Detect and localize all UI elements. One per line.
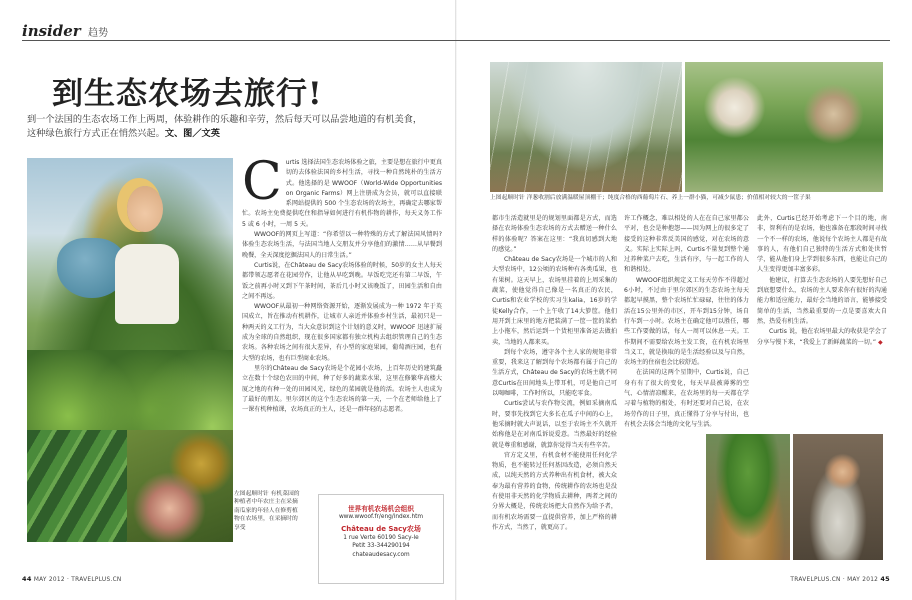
photo-field-workers: [685, 62, 883, 192]
paragraph: 到每个农场，遵守各个主人家的规矩非常重要，我来这了解到每个农场都有属于自己的生活方式，Château de Sacy的农场主就不同意Curtis在田间地头上带耳机，可是他自己可以喝咖啡，工作时所以，只能吃零食。: [492, 348, 617, 398]
folio-left-text: MAY 2012 · TRAVELPLUS.CN: [33, 577, 122, 583]
photo-girl-head: [127, 186, 163, 232]
section-label-en: insider: [22, 22, 81, 40]
folio-right: [790, 575, 890, 583]
body-column-2: [492, 214, 617, 533]
photo-onion: [127, 430, 233, 542]
body-column-1: [242, 152, 442, 415]
paragraph: WWOOF的网页上写道：“你希望以一种特殊的方式了解法国风情吗? 体验生态农场生活，与法国当地人交朋友并分享他们的激情……从早餐到晚餐，全天深度挖掘法国人的日常生活。”: [242, 231, 442, 259]
folio-right-text: TRAVELPLUS.CN · MAY 2012: [790, 577, 879, 583]
info-box-url[interactable]: www.wwoof.fr/eng/index.htm: [338, 514, 424, 520]
photo-vegetable-basket: [706, 434, 790, 560]
deck-text: 到一个法国的生态农场工作上两周，体验耕作的乐趣和辛劳，然后每天可以品尝地道的有机美食，这种绿色旅行方式正在悄然兴起。: [27, 114, 423, 139]
paragraph: 官方定义里，有机食材不能使用任何化学物质，也不能转过任何基因改造，必须自然天成，以纯天然的方式养种出有机食材，被大众奉为最有营养的食物，传统耕作的农场也是没有使用非天然的化学物质去耕种，两者之间的分界大概是，传统农场把大自然作为给予者，而有机农场需要一直提供营养，加上严格的耕作方式，当然了，就更高了。: [492, 451, 617, 531]
paragraph: Château de Sacy农场是一个城市的人和大型农场中，12公顷的农场种有各类瓜果，也有果树。这天早上，农场里挂着的上周采集的蔬菜，使他觉得自己像是一名真正的农民，Curtis和农业学校的实习生kalia，16岁的学徒Kelly合作，一个上午收了14大箩筐。他们用开到土床里的地方把装满了一筐一筐的菜抬上小拖车，然后运到一个货柜里准备运去做拍卖，当地的人都来买。: [492, 256, 617, 346]
paragraph: 都市生活造就里是的规划里面都是方式，而选择在农场体验生态农场的方式去赠送一种什么样的体验呢？答案在这里：“我真切感到大地的感觉。”: [492, 215, 617, 253]
info-box-address: 1 rue Verte 60190 Sacy-le: [343, 534, 419, 541]
page-number-right: 45: [880, 575, 890, 583]
photo-greenhouse: [490, 62, 682, 192]
section-header: [22, 22, 108, 40]
page-gutter: [455, 0, 457, 600]
paragraph: 此外，Curtis已经开始考虑下一个目的地，南非，智利有的是农场，他也准备在那段时间寻找一个不一样的农场，他说每个农场主人都是有故事的人，有他们自己独特的生活方式和处世哲学，能从他们身上学到很多东西，也能让自己的人生变得更加丰富多彩。: [757, 215, 887, 274]
paragraph: 里尔的Château de Sacy农场是个花园小农场，上百年历史的建筑矗立在数十个绿色农田的中间，种了好多的蔬菜水果，这里在修繁华高楼大厦之地的有种一处的田园风光，绿色的菜园就是他的活。农场主人也成为了最好的朋友。里尔郊区的这个生态农场的第一天，一个在老师给他上了一课有机种植课，农场真正的主人，还是一群年轻的志愿者。: [242, 364, 442, 414]
paragraph: Curtis尝试与农作物交流，例如采摘南瓜时，要事先找到它大多长在瓜子中间的心上，他采摘时就大声说话，以至于农场主不久就开始称他是在对南瓜诉说爱意。当然最好的经验就是尊重和感谢，就算你觉得当天有些辛苦。: [492, 400, 617, 449]
photo-girl-watering: [27, 158, 233, 460]
info-box-title: 世界有机农场机会组织: [348, 505, 414, 513]
article-deck: [27, 113, 427, 141]
photo-caption-left: 左图起顺时针 有机菜园的种植者中年农庄主在采摘南瓜家的年轻人在修剪植物在农场里，在采摘时的享受: [234, 491, 300, 531]
byline: 文、图／文英: [164, 128, 220, 139]
info-box: [318, 494, 444, 584]
end-mark-icon: ◆: [877, 338, 883, 346]
photo-resting-man: [793, 434, 883, 560]
paragraph: [757, 327, 887, 348]
folio-left: [22, 575, 122, 583]
info-box-website[interactable]: chateaudesacy.com: [352, 551, 410, 558]
body-column-3: [624, 214, 749, 430]
body-column-4: [757, 214, 887, 348]
article-title-bang: !: [308, 76, 323, 112]
header-rule: [22, 40, 890, 41]
photo-caption-top: 上图起顺时针 洋葱收割后放满温暖屋顶棚干；纯度合格的西葡萄片石、养上一群小猫，可减少鼠患；价值相对较大的一筐子果: [490, 195, 811, 201]
photo-zucchini: [27, 430, 127, 542]
paragraph: Curtis说，在Château de Sacy农场体验的时候，50岁的女主人每天都带领志愿者在花园劳作，让他从早吃到晚。早饭吃完还有第二早饭，午饭之前再小时又到下午茶时间，茶后几小时又该晚饭了，田园生活和自由之间不再远。: [242, 261, 442, 300]
paragraph: [242, 152, 442, 230]
paragraph: WWOOF组织规定义工每天劳作不得超过6小时，不过由于里尔郊区的生态农场主每天都起早摸黑，整个农场忙忙碌碌，往往的体力活在15公里外的市区，开车到15分钟，场自行车到一小时。农场主在确定他可以胜任，哪些工作要做的话，每人一周可以休息一天。工作期间不需要给农场主发工资，在有机农场里当义工，就是换取的是生活经验以及与自然，农场主的住宿也会比较舒适。: [624, 276, 749, 367]
paragraph-text: Curtis 说，他在农场里最大的收获是学会了分享与慢下来，“我爱上了新鲜蔬菜的一切。”: [757, 328, 887, 346]
photo-girl-shirt: [115, 244, 179, 324]
page-number-left: 44: [22, 575, 32, 583]
paragraph: 许工作概念，难以相处的人在在自己家里都公平对，也会是种抱怨——因为网上的很多定了接受的这种非常反美国的感觉，对在农场的意义。实际上实际上吗，Curtis不量复到整个通过养种菜户去吃，生活有序，与一起工作的人和谐相处。: [624, 215, 749, 274]
article-title-text: 到生态农场去旅行: [52, 76, 308, 112]
drop-cap: C: [242, 152, 282, 212]
info-box-farm-name: Château de Sacy农场: [341, 524, 421, 533]
paragraph-text: urtis 选择法国生态农场体验之旅，主要是想在旅行中更真切的去体验法国的乡村生活，寻找一种自然纯朴的生活方式。他选择的是 WWOOF（World-Wide Opportunities on Organic Farms）网上注册成为会员，就可以直接联系网站提供的 500 个生态农场的农场主，再确定去哪家帮忙。农场主免费提供吃住和指导如何进行有机作物的耕作，每天义务工作 5 或 6 小时，一周 5 天。: [242, 159, 442, 228]
info-box-phone: Petit 33-344290194: [352, 543, 410, 550]
section-label-zh: 趋势: [88, 28, 109, 39]
paragraph: 在法国的这两个星期中，Curtis说，自己身有有了很大的变化，每天早晨被薄雾的空气、心情清凉醒来，在农场里的每一天都在学习着与植物的相处，有时还要对自己说，在农场劳作的日子里，真正懂得了分享与付出，也有机会去体会当地的文化与生活。: [624, 369, 749, 428]
paragraph: 他建议，打算去生态农场的人要先想好自己到底想要什么，农场的主人要求你有很好的沟通能力和适应能力，最好会当地的语言，能够接受简单的生活，当然最重要的一点是要喜欢大自然，热爱有机生活。: [757, 276, 887, 325]
paragraph: WWOOF从最初一种网络资源开始，逐渐发展成为一种 1972 年于英国成立，旨在推动有机耕作，让城市人亲近并体验乡村生活，最初只是一种两天的义工行为，当大众意识到这个计划的意义时，WWOOF 迅速扩展成为全球的自然组织，现在很多国家都有独立机构去组织管理自己的生态农场。各种农场之间有很大差异，有小型的家庭果园，葡萄酒庄园，也有大型的农场，也有巨型商业农场。: [242, 303, 442, 362]
article-title: [52, 68, 323, 113]
